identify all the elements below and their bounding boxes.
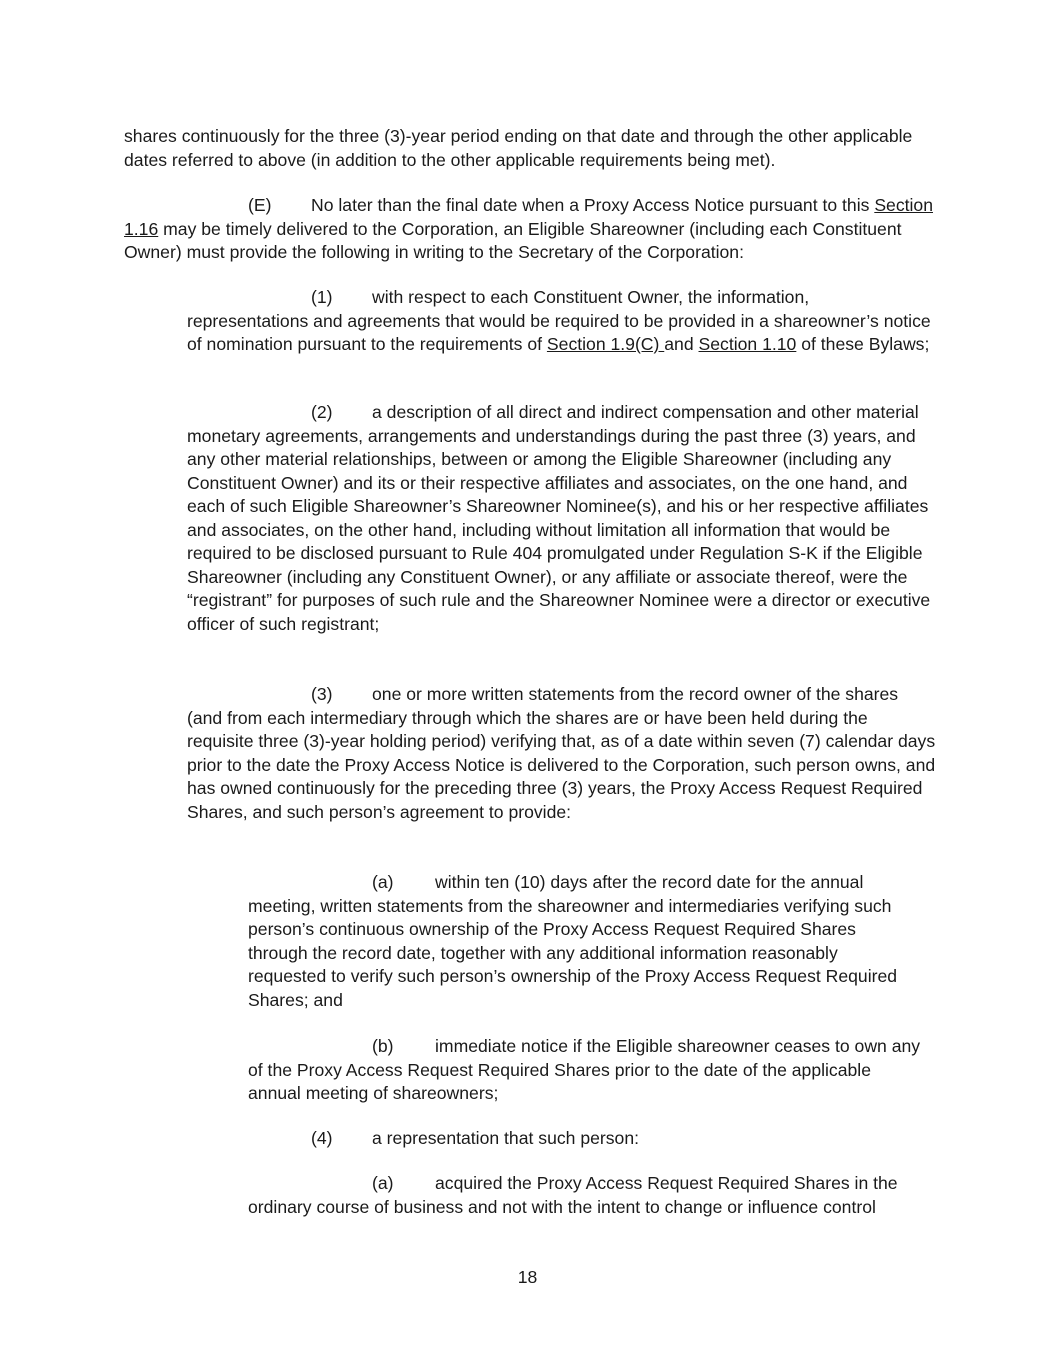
section-1-9c-reference: Section 1.9(C): [546, 334, 665, 354]
item-4: [187, 1127, 932, 1151]
paragraph-e-text-2: may be timely delivered to the Corporation, an Eligible Shareowner (including each Constituent Owner) must provide the following in writing to the Secretary of the Corporation:: [124, 218, 902, 262]
item-1: [187, 286, 932, 357]
item-3-text: one or more written statements from the record owner of the shares (and from each intermediary through which the shares are or have been held during the requisite three (3)-year holding period) verifying that, as of a date within seven (7) calendar days prior to the date the Proxy Access Notice is delivered to the Corporation, such person owns, and has owned continuously for the preceding three (3) years, the Proxy Access Request Required Shares, and such person’s agreement to provide:: [187, 684, 936, 822]
item-3: [187, 683, 937, 824]
item-1-marker: (1): [311, 287, 333, 307]
item-1-text-3: of these Bylaws;: [796, 334, 930, 354]
item-4a-text: acquired the Proxy Access Request Required Shares in the ordinary course of business and not with the intent to change or influence control: [248, 1173, 898, 1217]
item-2-marker: (2): [311, 402, 333, 422]
section-1-10-reference: Section 1.10: [698, 334, 797, 354]
continuation-text: shares continuously for the three (3)-year period ending on that date and through the other applicable dates referred to above (in addition to the other applicable requirements being met).: [124, 126, 913, 170]
item-1-text-2: and: [664, 334, 699, 354]
item-2: [187, 401, 932, 636]
item-1-text-1: with respect to each Constituent Owner, the information, representations and agreements that would be required to be provided in a shareowner’s notice of nomination pursuant to the requirements of: [187, 287, 931, 354]
item-3b: [248, 1035, 928, 1106]
continuation-paragraph: [124, 125, 924, 172]
item-4-marker: (4): [311, 1128, 333, 1148]
section-1-16-reference: Section 1.16: [124, 195, 933, 239]
item-3a: [248, 871, 908, 1012]
paragraph-e-marker: (E): [248, 195, 272, 215]
item-3b-text: immediate notice if the Eligible shareowner ceases to own any of the Proxy Access Request Required Shares prior to the date of the applicable annual meeting of shareowners;: [248, 1036, 921, 1103]
item-3a-text: within ten (10) days after the record date for the annual meeting, written statements from the shareowner and intermediaries verifying such person’s continuous ownership of the Proxy Access Request Required Shares through the record date, together with any additional information reasonably requested to verify such person’s ownership of the Proxy Access Request Required Shares; and: [248, 872, 898, 1010]
item-4-text: a representation that such person:: [372, 1128, 640, 1148]
item-4a: [248, 1172, 938, 1219]
page-number: 18: [517, 1267, 538, 1287]
item-3b-marker: (b): [372, 1036, 394, 1056]
item-2-text: a description of all direct and indirect compensation and other material monetary agreements, arrangements and understandings during the past three (3) years, and any other material relationships, between or among the Eligible Shareowner (including any Constituent Owner) and its or their respective affiliates and associates, on the one hand, and each of such Eligible Shareowner’s Shareowner Nominee(s), and his or her respective affiliates and associates, on the other hand, including without limitation all information that would be required to be disclosed pursuant to Rule 404 promulgated under Regulation S-K if the Eligible Shareowner (including any Constituent Owner), or any affiliate or associate thereof, were the “registrant” for purposes of such rule and the Shareowner Nominee were a director or executive officer of such registrant;: [187, 402, 931, 634]
paragraph-e: [124, 194, 944, 265]
item-3-marker: (3): [311, 684, 333, 704]
item-4a-marker: (a): [372, 1173, 394, 1193]
item-3a-marker: (a): [372, 872, 394, 892]
paragraph-e-text-1: No later than the final date when a Proxy Access Notice pursuant to this: [311, 195, 875, 215]
